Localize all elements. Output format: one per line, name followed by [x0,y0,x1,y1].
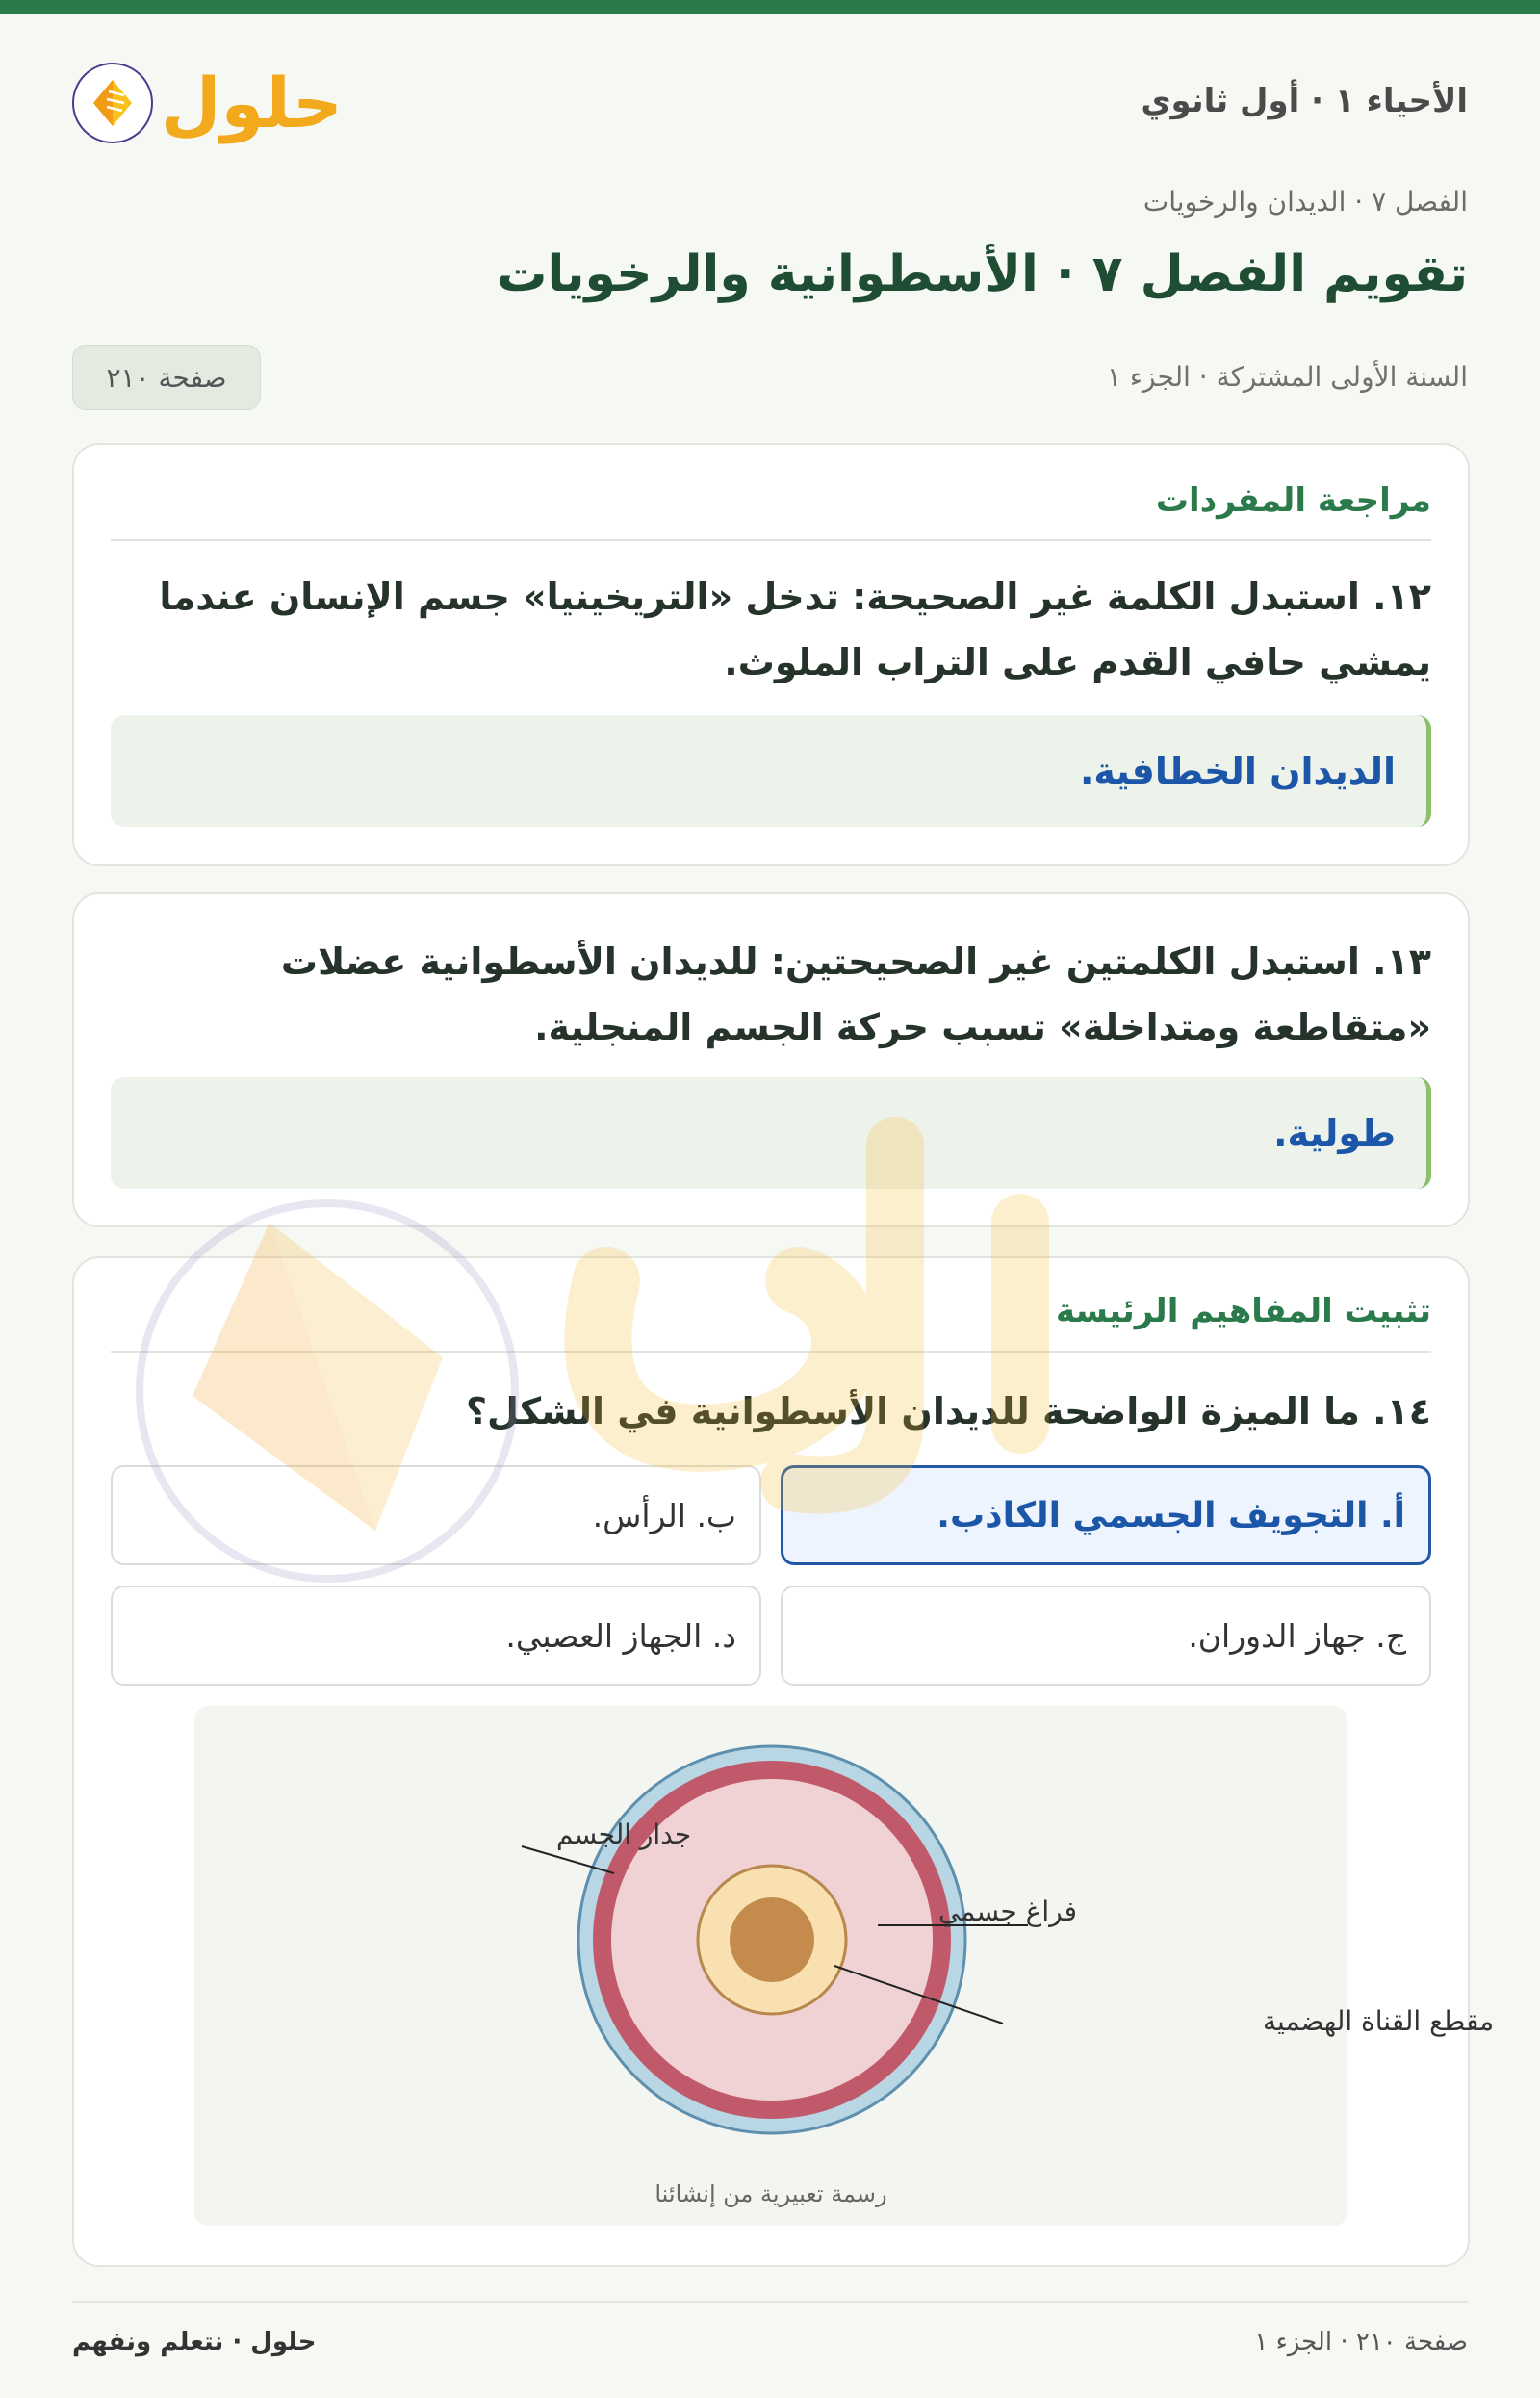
page-header [72,53,1468,168]
page-title: تقويم الفصل ٧ · الأسطوانية والرخويات [497,245,1468,303]
label-body-cavity: فراغ جسمي [937,1895,1078,1927]
question-12: ١٢. استبدل الكلمة غير الصحيحة: تدخل «التريخينيا» جسم الإنسان عندما يمشي حافي القدم على التراب الملوث. [159,576,1431,683]
grade-meta: السنة الأولى المشتركة · الجزء ١ [1106,361,1468,393]
section-divider [111,539,1431,541]
roundworm-cross-section-diagram [194,1706,1495,2226]
top-accent-bar [0,0,1540,14]
section-divider [111,1351,1431,1353]
figure-caption: رسمة تعبيرية من إنشائنا [654,2180,887,2207]
footer-page-info: صفحة ٢١٠ · الجزء ١ [1254,2328,1468,2357]
gut-lumen [730,1897,814,1982]
book-icon [72,63,153,143]
section-title-vocab: مراجعة المفردات [1155,481,1431,520]
page-number-badge: صفحة ٢١٠ [72,345,261,410]
option-b[interactable]: ب. الرأس. [111,1465,761,1565]
vocab-review-card [72,443,1470,866]
answer-13: طولية. [111,1077,1431,1189]
answer-12: الديدان الخطافية. [111,715,1431,827]
label-gut-section: مقطع القناة الهضمية [1263,2005,1495,2037]
brand-name: حلول [161,63,343,143]
label-body-wall: جدار الجسم [556,1818,692,1850]
question-14: ١٤. ما الميزة الواضحة للديدان الأسطوانية في الشكل؟ [465,1390,1431,1432]
option-c[interactable]: ج. جهاز الدوران. [781,1586,1431,1686]
option-a[interactable]: أ. التجويف الجسمي الكاذب. [781,1465,1431,1565]
section-title-concepts: تثبيت المفاهيم الرئيسة [1055,1292,1431,1330]
question-13: ١٣. استبدل الكلمتين غير الصحيحتين: للديدان الأسطوانية عضلات «متقاطعة ومتداخلة» تسبب حركة الجسم المنجلية. [280,941,1431,1048]
option-d[interactable]: د. الجهاز العصبي. [111,1586,761,1686]
brand-logo[interactable] [72,63,343,143]
footer-divider [72,2301,1468,2303]
concepts-card [72,1256,1495,2267]
footer-brand: حلول · نتعلم ونفهم [72,2328,317,2357]
breadcrumb[interactable]: الفصل ٧ · الديدان والرخويات [1142,186,1468,218]
question-13-card [72,892,1470,1227]
subject-label: الأحياء ١ · أول ثانوي [1141,82,1468,120]
cross-section-figure [194,1706,1495,2226]
